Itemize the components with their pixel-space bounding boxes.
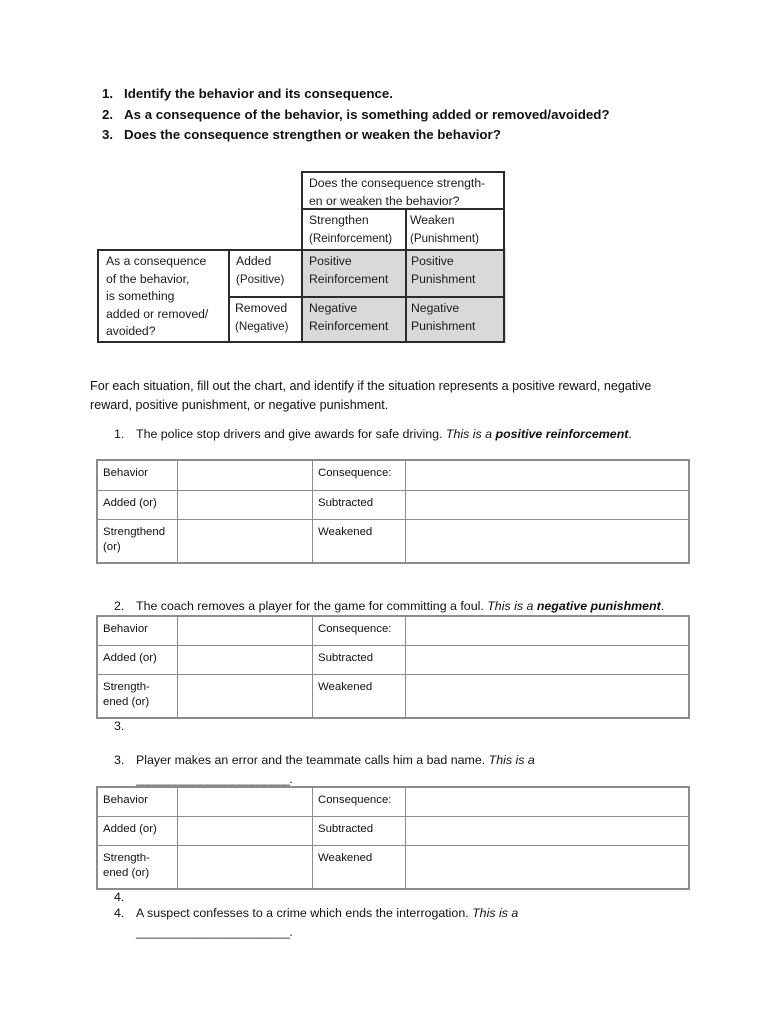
instruction-item: 3. Does the consequence strengthen or weaken the behavior? bbox=[102, 127, 501, 142]
situation-2-table bbox=[97, 616, 689, 718]
situation-1: 1. The police stop drivers and give awards for safe driving. This is a positive reinforcement. bbox=[114, 427, 632, 441]
behavior-field[interactable] bbox=[178, 788, 313, 817]
intro-paragraph: For each situation, fill out the chart, and identify if the situation represents a positive reward, negative reward, positive punishment, or negative punishment. bbox=[90, 379, 652, 412]
situation-3: 3. Player makes an error and the teammate calls him a bad name. This is a bbox=[114, 753, 535, 767]
consequence-label: Consequence: bbox=[313, 617, 406, 646]
subtracted-field[interactable] bbox=[406, 817, 689, 846]
chart-removed-label: Removed (Negative) bbox=[235, 301, 289, 333]
situation-2: 2. The coach removes a player for the game for committing a foul. This is a negative punishment. bbox=[114, 599, 665, 613]
subtracted-label: Subtracted bbox=[313, 646, 406, 675]
answer-blank-4[interactable]: ________________________. bbox=[136, 925, 293, 939]
strengthened-field[interactable] bbox=[178, 675, 313, 718]
subtracted-field[interactable] bbox=[406, 491, 689, 520]
weakened-label: Weakened bbox=[313, 846, 406, 889]
behavior-label: Behavior bbox=[98, 461, 178, 491]
chart-negative-reinforcement: Negative Reinforcement bbox=[309, 301, 389, 333]
consequence-field[interactable] bbox=[406, 461, 689, 491]
consequence-label: Consequence: bbox=[313, 461, 406, 491]
weakened-field[interactable] bbox=[406, 846, 689, 889]
consequence-field[interactable] bbox=[406, 617, 689, 646]
strengthened-label: Strength-ened (or) bbox=[98, 675, 178, 718]
weakened-label: Weakened bbox=[313, 675, 406, 718]
chart-weaken-header: Weaken (Punishment) bbox=[410, 213, 479, 245]
chart-added-label: Added (Positive) bbox=[236, 254, 285, 286]
chart-negative-punishment: Negative Punishment bbox=[411, 301, 476, 333]
stray-number: 4. bbox=[114, 890, 125, 904]
subtracted-label: Subtracted bbox=[313, 491, 406, 520]
chart-top-header: Does the consequence strength- en or weaken the behavior? bbox=[309, 176, 486, 208]
strengthened-field[interactable] bbox=[178, 846, 313, 889]
chart-side-header: As a consequence of the behavior, is something added or removed/ avoided? bbox=[106, 254, 209, 338]
stray-number: 3. bbox=[114, 719, 125, 733]
situation-3-table bbox=[97, 787, 689, 889]
reinforcement-punishment-chart bbox=[97, 171, 505, 343]
behavior-field[interactable] bbox=[178, 617, 313, 646]
answer-blank-3[interactable]: ________________________. bbox=[136, 772, 293, 786]
instructions-list bbox=[102, 84, 722, 146]
consequence-label: Consequence: bbox=[313, 788, 406, 817]
added-label: Added (or) bbox=[98, 646, 178, 675]
situation-1-table bbox=[97, 460, 689, 563]
weakened-field[interactable] bbox=[406, 520, 689, 563]
added-field[interactable] bbox=[178, 646, 313, 675]
consequence-field[interactable] bbox=[406, 788, 689, 817]
strengthened-label: Strength-ened (or) bbox=[98, 846, 178, 889]
instruction-item: 2. As a consequence of the behavior, is something added or removed/avoided? bbox=[102, 106, 610, 122]
strengthened-field[interactable] bbox=[178, 520, 313, 563]
chart-positive-reinforcement: Positive Reinforcement bbox=[309, 254, 389, 286]
added-label: Added (or) bbox=[98, 491, 178, 520]
added-field[interactable] bbox=[178, 491, 313, 520]
behavior-label: Behavior bbox=[98, 788, 178, 817]
weakened-field[interactable] bbox=[406, 675, 689, 718]
strengthened-label: Strengthend (or) bbox=[98, 520, 178, 563]
situation-4: 4. A suspect confesses to a crime which ends the interrogation. This is a bbox=[114, 906, 519, 920]
behavior-field[interactable] bbox=[178, 461, 313, 491]
weakened-label: Weakened bbox=[313, 520, 406, 563]
chart-positive-punishment: Positive Punishment bbox=[411, 254, 476, 286]
chart-strengthen-header: Strengthen (Reinforcement) bbox=[309, 213, 393, 245]
subtracted-label: Subtracted bbox=[313, 817, 406, 846]
added-field[interactable] bbox=[178, 817, 313, 846]
instruction-item: 1. Identify the behavior and its consequence. bbox=[102, 86, 393, 101]
added-label: Added (or) bbox=[98, 817, 178, 846]
subtracted-field[interactable] bbox=[406, 646, 689, 675]
behavior-label: Behavior bbox=[98, 617, 178, 646]
